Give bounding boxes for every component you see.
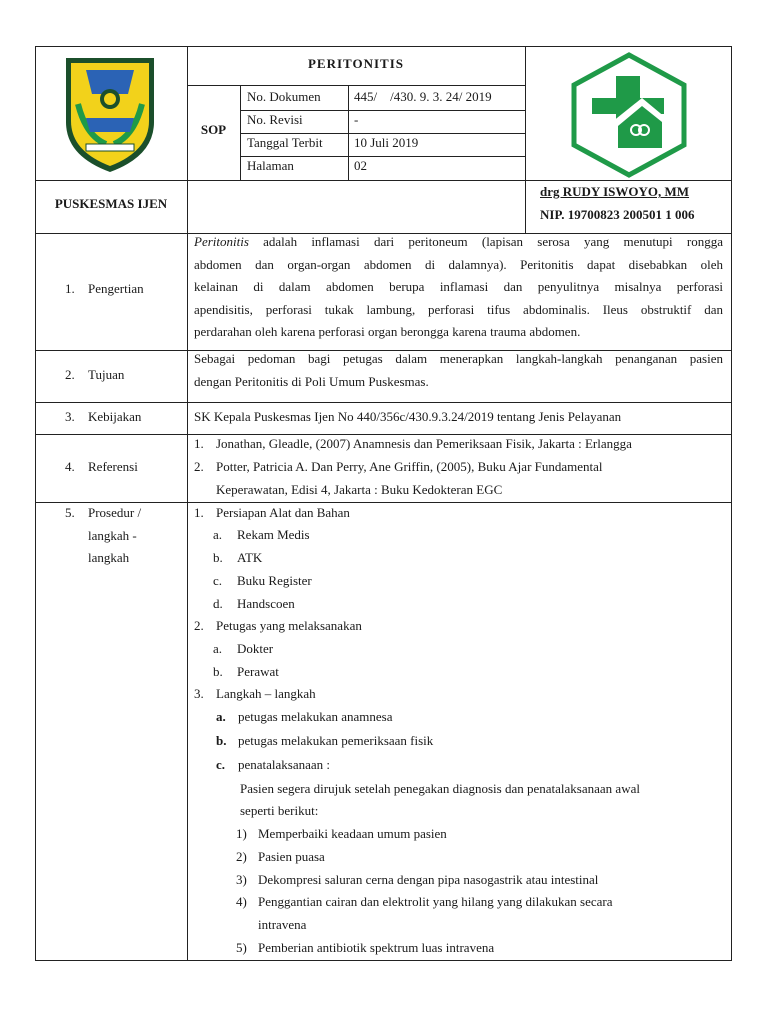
column-divider-main [187,46,188,961]
list-letter: b. [213,550,223,565]
step-item: Penggantian cairan dan elektrolit yang hilang yang dilakukan secara [258,894,613,909]
paragraph-line: apendisitis, perforasi tukak lambung, perforasi tifus abdominalis. Ileus obstruktif dan [194,301,723,317]
section-label-prosedur: langkah [88,550,130,565]
row-line-prosedur [35,502,732,503]
section-number: 2. [65,367,75,382]
section-label-referensi: Referensi [88,459,138,474]
paragraph-line: abdomen dan organ-organ abdomen di dalamnya). Peritonitis dapat disebabkan oleh [194,256,723,272]
list-letter: c. [216,757,226,772]
tujuan-paragraph [194,348,723,393]
section-label-pengertian: Pengertian [88,281,144,296]
meta-label-tanggal-terbit: Tanggal Terbit [247,135,323,150]
list-letter: a. [213,641,223,656]
list-item: penatalaksanaan : [238,757,331,772]
term-peritonitis: Peritonitis [194,234,249,249]
step-item: Memperbaiki keadaan umum pasien [258,826,447,841]
table-border-top [35,46,732,47]
step-item: Dekompresi saluran cerna dengan pipa nasogastrik atau intestinal [258,872,599,887]
row-line-referensi [35,434,732,435]
meta-value-divider [348,85,349,181]
step-number: 3) [236,872,247,887]
signer-name: drg RUDY ISWOYO, MM [540,184,690,199]
procedure-heading-number: 2. [194,618,204,633]
step-number: 2) [236,849,247,864]
pemkab-crest-logo [56,52,164,176]
step-number: 5) [236,940,247,955]
list-letter: a. [213,527,223,542]
sop-label: SOP [200,122,227,137]
row-line-kebijakan [35,402,732,403]
meta-label-no-revisi: No. Revisi [247,112,303,127]
meta-label-halaman: Halaman [247,158,294,173]
list-item: Handscoen [237,596,295,611]
step-item-continued: intravena [258,917,307,932]
meta-row-divider-3 [240,156,525,157]
list-letter: b. [216,733,227,748]
procedure-heading: Persiapan Alat dan Bahan [216,505,350,520]
meta-value-halaman: 02 [354,158,367,173]
kebijakan-text: SK Kepala Puskesmas Ijen No 440/356c/430.9.3.24/2019 tentang Jenis Pelayanan [194,409,622,424]
title-divider [187,85,525,86]
section-label-prosedur: Prosedur / [88,505,142,520]
puskesmas-logo [568,52,690,178]
meta-value-tanggal-terbit: 10 Juli 2019 [354,135,419,150]
penatalaksanaan-intro: Pasien segera dirujuk setelah penegakan diagnosis dan penatalaksanaan awal [240,781,640,796]
list-letter: d. [213,596,223,611]
paragraph-line: Sebagai pedoman bagi petugas dalam menerapkan langkah-langkah penanganan pasien [194,351,723,366]
paragraph-line: dengan Peritonitis di Poli Umum Puskesmas. [194,373,429,389]
section-number: 4. [65,459,75,474]
header-right-divider [525,46,526,234]
paragraph-line: adalah inflamasi dari peritoneum (lapisan serosa yang menutupi rongga [248,234,723,249]
document-title: PERITONITIS [307,56,404,71]
meta-value-no-revisi: - [354,112,359,127]
procedure-heading: Langkah – langkah [216,686,316,701]
header-bottom-line [35,180,732,181]
procedure-heading-number: 3. [194,686,204,701]
procedure-heading-number: 1. [194,505,204,520]
list-item: Perawat [237,664,279,679]
section-number: 1. [65,281,75,296]
step-number: 4) [236,894,247,909]
reference-item-continued: Keperawatan, Edisi 4, Jakarta : Buku Kedokteran EGC [216,482,503,497]
section-number: 3. [65,409,75,424]
signer-nip: NIP. 19700823 200501 1 006 [540,207,695,222]
reference-item: Potter, Patricia A. Dan Perry, Ane Griffin, (2005), Buku Ajar Fundamental [216,459,603,474]
list-item: Rekam Medis [237,527,310,542]
table-border-left [35,46,36,961]
procedure-heading: Petugas yang melaksanakan [216,618,362,633]
org-name: PUSKESMAS IJEN [54,196,168,211]
section-label-kebijakan: Kebijakan [88,409,142,424]
meta-label-divider [240,85,241,181]
list-letter: a. [216,709,226,724]
pengertian-paragraph [194,231,723,344]
paragraph-line: kelainan di dalam abdomen berupa inflamasi dan penyulitnya misalnya perforasi [194,279,723,294]
penatalaksanaan-intro: seperti berikut: [240,803,319,818]
paragraph-line: perdarahan oleh karena perforasi organ berongga karena trauma abdomen. [194,324,581,339]
list-item: petugas melakukan anamnesa [238,709,393,724]
reference-item: Jonathan, Gleadle, (2007) Anamnesis dan Pemeriksaan Fisik, Jakarta : Erlangga [216,436,632,451]
list-item: Buku Register [237,573,312,588]
table-border-bottom [35,960,732,961]
reference-number: 1. [194,436,204,451]
meta-row-divider-2 [240,133,525,134]
meta-label-no-dokumen: No. Dokumen [247,89,321,104]
list-item: ATK [237,550,263,565]
meta-value-no-dokumen: 445/ /430. 9. 3. 24/ 2019 [354,89,492,104]
list-letter: b. [213,664,223,679]
step-item: Pemberian antibiotik spektrum luas intravena [258,940,495,955]
table-border-right [731,46,732,961]
section-label-prosedur: langkah - [88,528,137,543]
section-number: 5. [65,505,75,520]
section-label-tujuan: Tujuan [88,367,125,382]
step-number: 1) [236,826,247,841]
list-item: petugas melakukan pemeriksaan fisik [238,733,434,748]
meta-row-divider-1 [240,110,525,111]
list-letter: c. [213,573,223,588]
step-item: Pasien puasa [258,849,325,864]
reference-number: 2. [194,459,204,474]
list-item: Dokter [237,641,274,656]
